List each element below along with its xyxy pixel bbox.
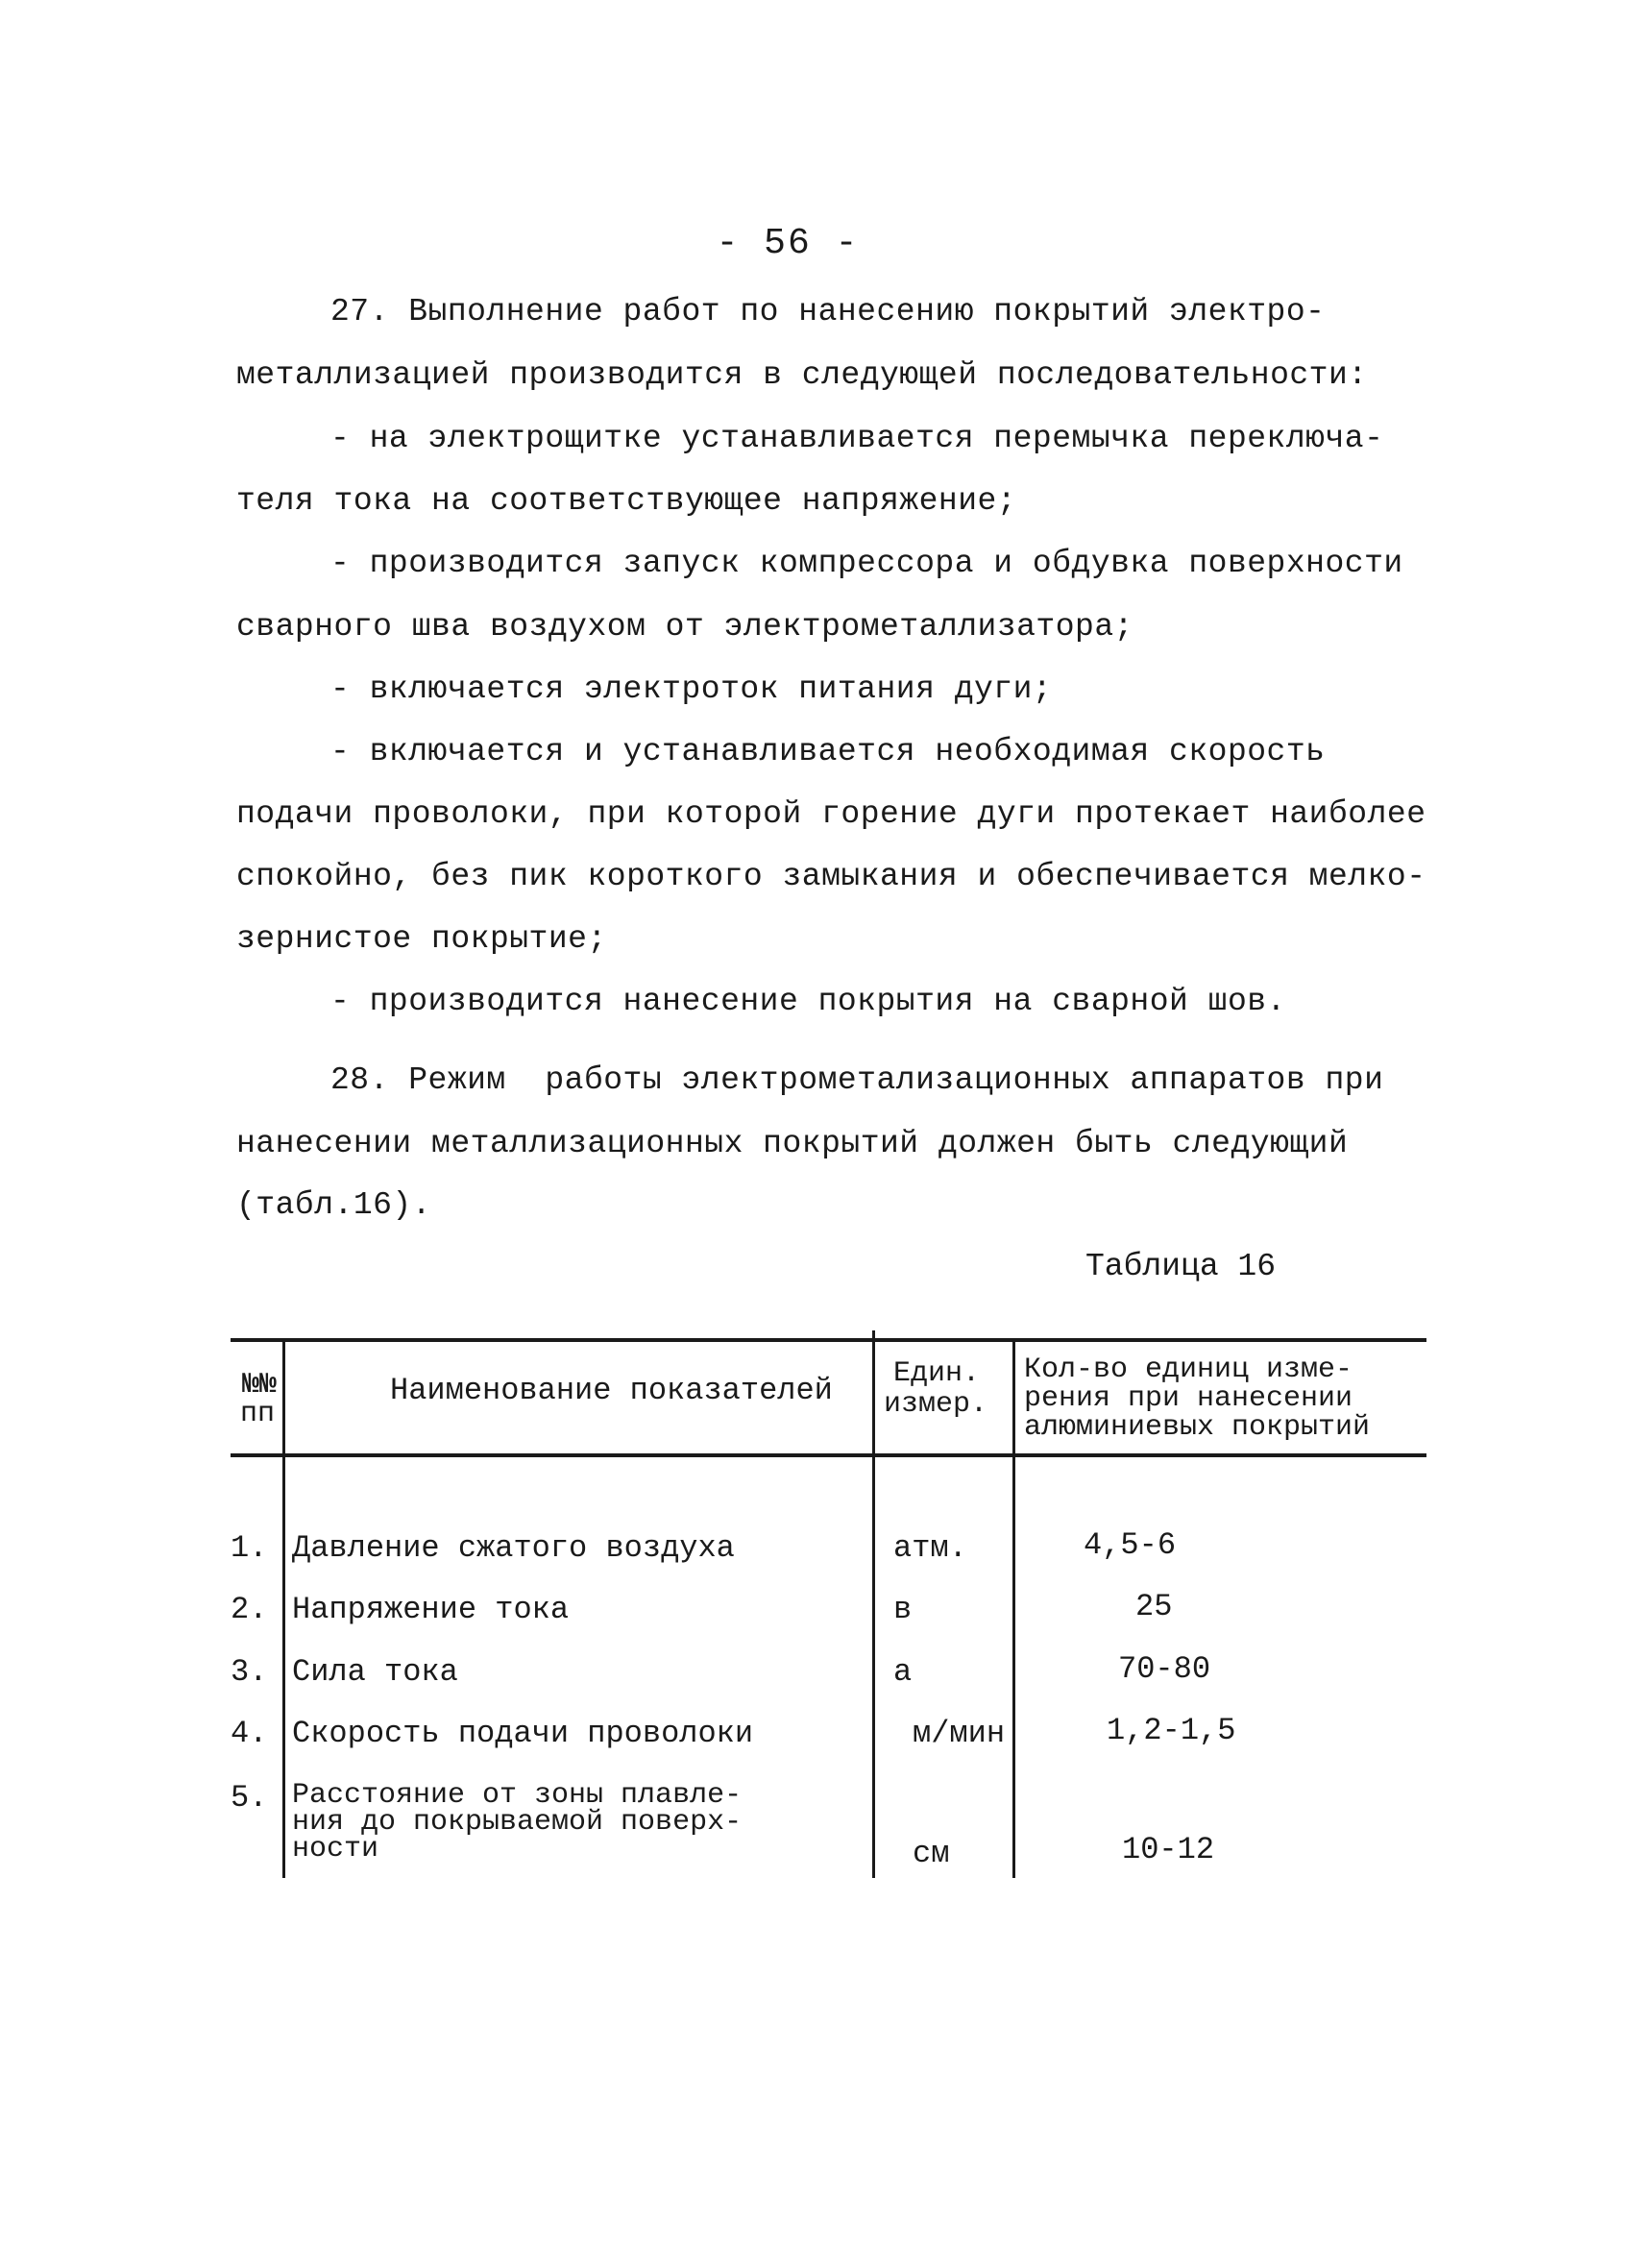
row-name: ния до покрываемой поверх- [292,1806,743,1839]
table-col-divider [1012,1340,1015,1878]
row-value: 1,2-1,5 [1107,1713,1236,1748]
row-value: 4,5-6 [1084,1527,1177,1563]
header-quantity: алюминиевых покрытий [1024,1411,1371,1444]
row-unit: см [913,1836,950,1871]
row-name: Расстояние от зоны плавле- [292,1779,743,1812]
text-line: сварного шва воздухом от электрометаллизатора; [236,609,1133,645]
text-line: (табл.16). [236,1187,432,1223]
text-line: подачи проволоки, при которой горение дуги протекает наиболее [236,796,1426,832]
table-caption: Таблица 16 [1085,1249,1277,1284]
text-line: спокойно, без пик короткого замыкания и обеспечивается мелко- [236,859,1426,894]
header-unit: измер. [884,1388,988,1421]
row-number: 1. [231,1530,268,1566]
table-col-divider [282,1455,285,1878]
row-name: Скорость подачи проволоки [292,1716,754,1751]
table-header-rule [231,1453,1426,1457]
text-line: нанесении металлизационных покрытий должен быть следующий [236,1126,1349,1161]
text-line: 28. Режим работы электрометализационных аппаратов при [330,1062,1384,1098]
text-line: теля тока на соответствующее напряжение; [236,483,1017,519]
text-line: - производится запуск компрессора и обдувка поверхности [330,546,1403,581]
header-quantity: рения при нанесении [1024,1382,1353,1415]
text-line: зернистое покрытие; [236,921,607,957]
text-line: металлизацией производится в следующей последовательности: [236,357,1368,393]
row-number: 5. [231,1780,268,1816]
row-value: 70-80 [1118,1651,1211,1687]
row-unit: а [893,1654,913,1690]
row-number: 3. [231,1654,268,1690]
parameters-table [231,1330,1431,1888]
page-number: - 56 - [716,223,860,264]
header-num: №№ [242,1369,278,1402]
row-name: Сила тока [292,1654,458,1690]
text-line: 27. Выполнение работ по нанесению покрытий электро- [330,294,1326,329]
text-line: - включается электроток питания дуги; [330,671,1053,707]
text-line: - на электрощитке устанавливается перемычка переключа- [330,421,1384,456]
row-unit: в [893,1592,913,1627]
row-value: 25 [1135,1589,1173,1624]
row-name: Давление сжатого воздуха [292,1530,735,1566]
table-top-rule [231,1338,1426,1342]
row-name: ности [292,1833,379,1866]
row-value: 10-12 [1122,1832,1215,1867]
row-unit: атм. [893,1530,967,1566]
row-number: 4. [231,1716,268,1751]
header-quantity: Кол-во единиц изме- [1024,1353,1353,1386]
row-number: 2. [231,1592,268,1627]
table-col-divider [282,1340,285,1455]
row-unit: м/мин [913,1716,1006,1751]
header-unit: Един. [893,1357,981,1390]
text-line: - производится нанесение покрытия на сварной шов. [330,984,1286,1019]
header-num: пп [240,1398,276,1430]
table-col-divider [872,1330,875,1878]
header-name: Наименование показателей [390,1373,833,1408]
text-line: - включается и устанавливается необходимая скорость [330,734,1326,769]
row-name: Напряжение тока [292,1592,570,1627]
